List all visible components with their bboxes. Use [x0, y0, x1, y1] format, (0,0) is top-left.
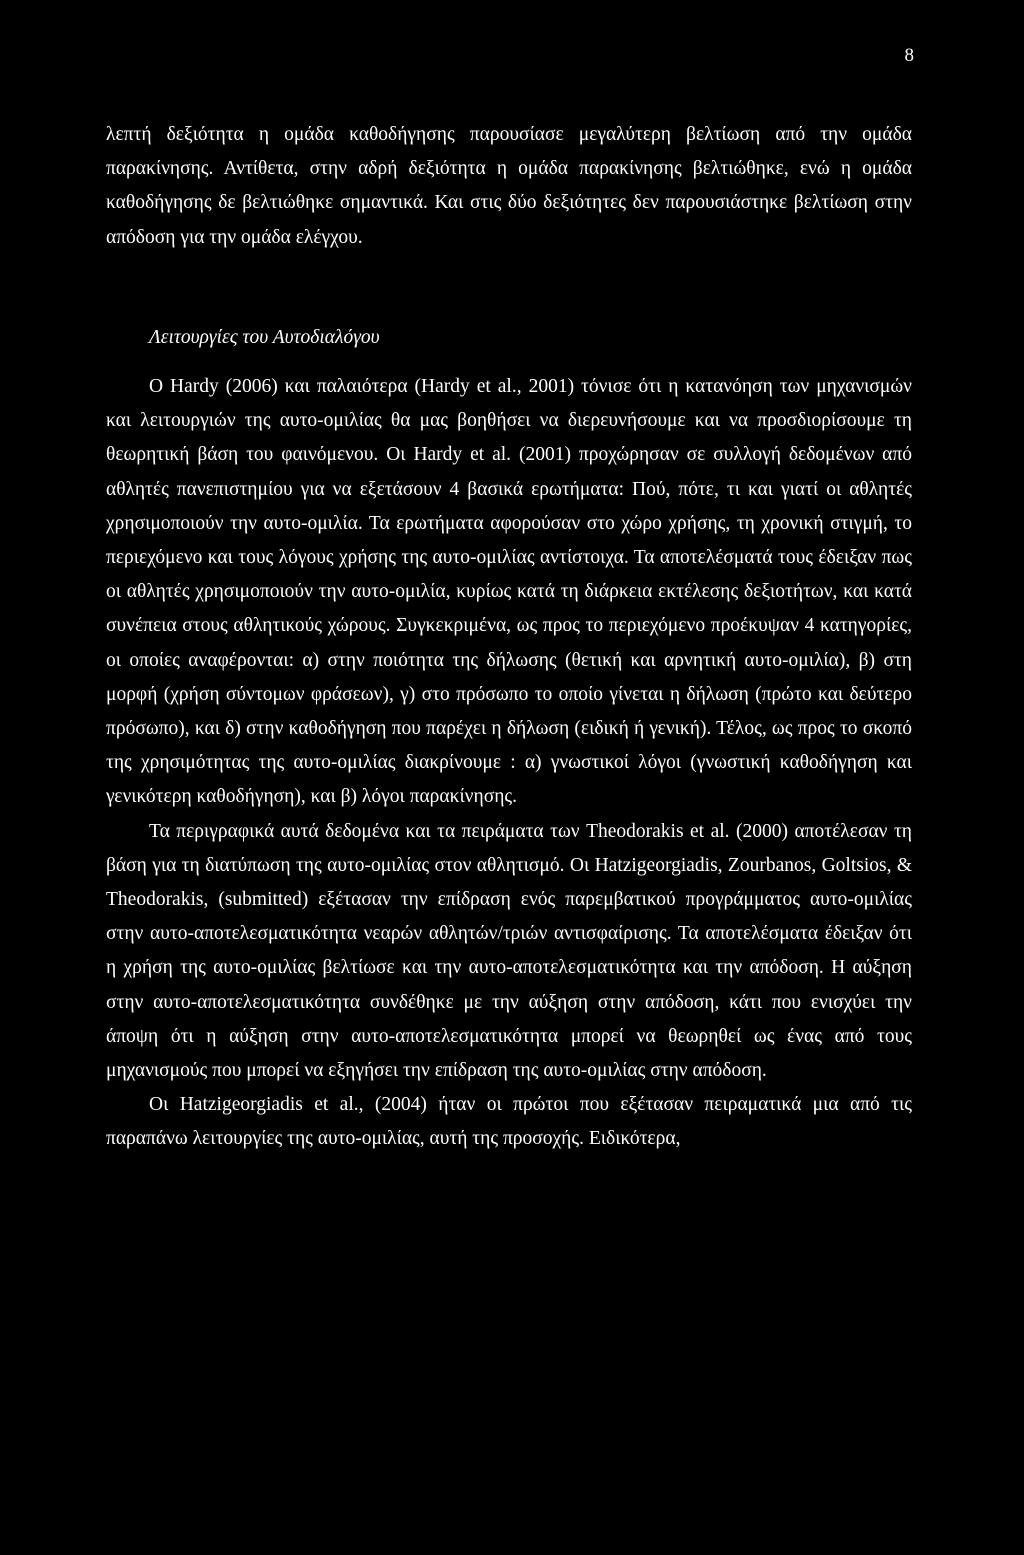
- paragraph-intro: λεπτή δεξιότητα η ομάδα καθοδήγησης παρουσίασε μεγαλύτερη βελτίωση από την ομάδα παρακίνησης. Αντίθετα, στην αδρή δεξιότητα η ομάδα παρακίνησης βελτιώθηκε, ενώ η ομάδα καθοδήγησης δε βελτιώθηκε σημαντικά. Και στις δύο δεξιότητες δεν παρουσιάστηκε βελτίωση στην απόδοση για την ομάδα ελέγχου.: [106, 124, 912, 248]
- page-number: 8: [904, 45, 914, 66]
- paragraph-hardy: Ο Hardy (2006) και παλαιότερα (Hardy et al., 2001) τόνισε ότι η κατανόηση των μηχανισμών και λειτουργιών της αυτο-ομιλίας θα μας βοηθήσει να διερευνήσουμε και να προσδιορίσουμε τη θεωρητική βάση του φαινόμενου. Οι Hardy et al. (2001) προχώρησαν σε συλλογή δεδομένων από αθλητές πανεπιστημίου για να εξετάσουν 4 βασικά ερωτήματα: Πού, πότε, τι και γιατί οι αθλητές χρησιμοποιούν την αυτο-ομιλία. Τα ερωτήματα αφορούσαν στο χώρο χρήσης, τη χρονική στιγμή, το περιεχόμενο και τους λόγους χρήσης της αυτο-ομιλίας αντίστοιχα. Τα αποτελέσματά τους έδειξαν πως οι αθλητές χρησιμοποιούν την αυτο-ομιλία, κυρίως κατά τη διάρκεια εκτέλεσης δεξιοτήτων, και κατά συνέπεια στους αθλητικούς χώρους. Συγκεκριμένα, ως προς το περιεχόμενο προέκυψαν 4 κατηγορίες, οι οποίες αναφέρονται: α) στην ποιότητα της δήλωσης (θετική και αρνητική αυτο-ομιλία), β) στη μορφή (χρήση σύντομων φράσεων), γ) στο πρόσωπο το οποίο γίνεται η δήλωση (πρώτο και δεύτερο πρόσωπο), και δ) στην καθοδήγηση που παρέχει η δήλωση (ειδική ή γενική). Τέλος, ως προς το σκοπό της χρησιμότητας της αυτο-ομιλίας διακρίνουμε : α) γνωστικοί λόγοι (γνωστική καθοδήγηση και γενικότερη καθοδήγηση), και β) λόγοι παρακίνησης.: [106, 376, 912, 808]
- section-heading: Λειτουργίες του Αυτοδιαλόγου: [149, 326, 380, 348]
- paragraph-theodorakis: Τα περιγραφικά αυτά δεδομένα και τα πειράματα των Theodorakis et al. (2000) αποτέλεσαν τη βάση για τη διατύπωση της αυτο-ομιλίας στον αθλητισμό. Οι Hatzigeorgiadis, Zourbanos, Goltsios, & Theodorakis, (submitted) εξέτασαν την επίδραση ενός παρεμβατικού προγράμματος αυτο-ομιλίας στην αυτο-αποτελεσματικότητα νεαρών αθλητών/τριών αντισφαίρισης. Τα αποτελέσματα έδειξαν ότι η χρήση της αυτο-ομιλίας βελτίωσε και την αυτο-αποτελεσματικότητα και την απόδοση. Η αύξηση στην αυτο-αποτελεσματικότητα συνδέθηκε με την αύξηση στην απόδοση, κάτι που ενισχύει την άποψη ότι η αύξηση στην αυτο-αποτελεσματικότητα μπορεί να θεωρηθεί ως ένας από τους μηχανισμούς που μπορεί να εξηγήσει την επίδραση της αυτο-ομιλίας στην απόδοση.: [106, 820, 912, 1082]
- paragraph-hatzigeorgiadis: Οι Hatzigeorgiadis et al., (2004) ήταν οι πρώτοι που εξέτασαν πειραματικά μια από τις παραπάνω λειτουργίες της αυτο-ομιλίας, αυτή της προσοχής. Ειδικότερα,: [106, 1094, 912, 1150]
- document-body: [106, 118, 912, 1157]
